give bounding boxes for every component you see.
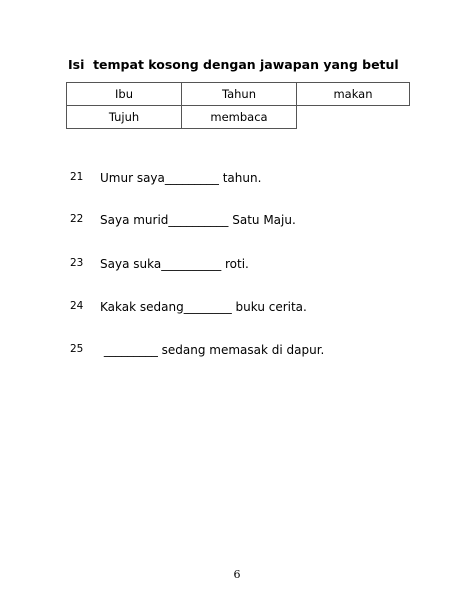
word-bank-cell: Tujuh [66, 105, 182, 129]
word-bank-table [66, 82, 410, 128]
question-text: _________ sedang memasak di dapur. [100, 343, 325, 357]
question-number: 21 [70, 171, 84, 183]
question-text: Saya suka__________ roti. [100, 257, 249, 271]
question-number: 23 [70, 257, 84, 269]
page-number: 6 [233, 568, 241, 581]
word-bank-cell: makan [296, 82, 410, 106]
instruction-heading: Isi tempat kosong dengan jawapan yang betul [68, 57, 399, 72]
question-number: 24 [70, 300, 84, 312]
question-text: Umur saya_________ tahun. [100, 171, 262, 185]
question-text: Saya murid__________ Satu Maju. [100, 213, 296, 227]
word-bank-cell: Tahun [181, 82, 297, 106]
question-text: Kakak sedang________ buku cerita. [100, 300, 307, 314]
question-number: 22 [70, 213, 84, 225]
word-bank-cell: membaca [181, 105, 297, 129]
question-number: 25 [70, 343, 84, 355]
word-bank-cell: Ibu [66, 82, 182, 106]
